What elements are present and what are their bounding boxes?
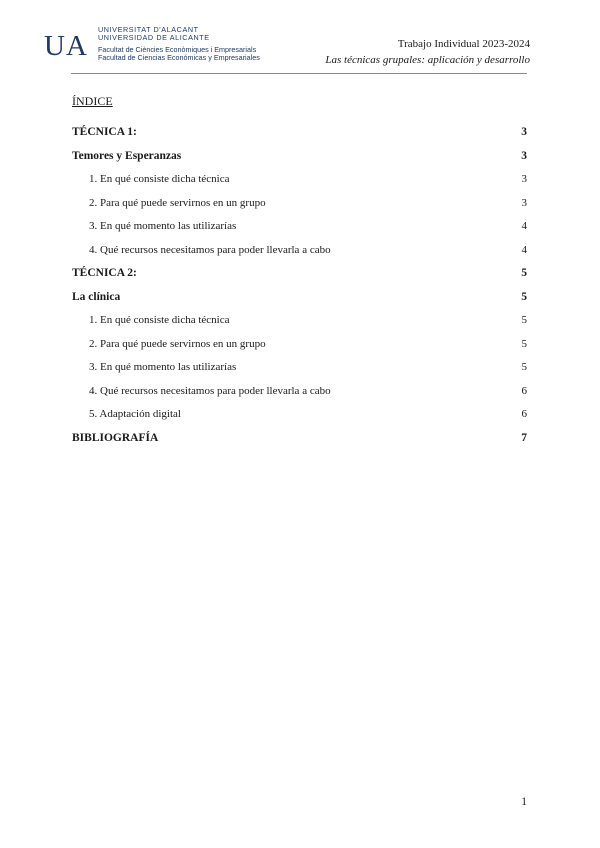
toc-entry-page: 6	[521, 408, 527, 420]
toc-entry-page: 3	[521, 126, 527, 138]
toc-entry-page: 5	[521, 290, 527, 303]
toc-entry[interactable]	[72, 217, 527, 241]
header-divider	[71, 73, 527, 74]
toc-entry-label: 5. Adaptación digital	[89, 408, 181, 420]
doc-subtitle: Las técnicas grupales: aplicación y desarrollo	[325, 54, 530, 66]
toc-entry[interactable]	[72, 405, 527, 429]
toc-entry[interactable]	[72, 264, 527, 288]
toc-entry[interactable]	[72, 147, 527, 171]
toc-entry[interactable]	[72, 358, 527, 382]
toc-entry[interactable]	[72, 335, 527, 359]
toc-entry-label: 2. Para qué puede servirnos en un grupo	[89, 337, 266, 350]
toc-entry[interactable]	[72, 382, 527, 406]
toc-entry-label: 1. En qué consiste dicha técnica	[89, 173, 230, 185]
university-logo-text	[98, 26, 260, 62]
page-number: 1	[521, 796, 527, 808]
toc-entry-page: 7	[521, 431, 527, 444]
toc-entry-page: 5	[521, 314, 527, 326]
toc-entry[interactable]	[72, 241, 527, 265]
toc-entry-label: 1. En qué consiste dicha técnica	[89, 314, 230, 326]
logo-line-2: UNIVERSIDAD DE ALICANTE	[98, 33, 210, 42]
toc-entry[interactable]	[72, 288, 527, 312]
toc-entry-page: 4	[521, 220, 527, 232]
logo-line-3: Facultat de Ciències Econòmiques i Empresarials	[98, 45, 257, 54]
toc-entry-page: 3	[521, 149, 527, 162]
toc-entry[interactable]	[72, 123, 527, 147]
toc-entry-label: BIBLIOGRAFÍA	[72, 431, 159, 444]
toc-entry[interactable]	[72, 170, 527, 194]
toc-entry[interactable]	[72, 311, 527, 335]
toc-title: ÍNDICE	[72, 94, 113, 108]
toc-entry-label: 2. Para qué puede servirnos en un grupo	[89, 196, 266, 209]
toc-entry-page: 5	[521, 337, 527, 350]
toc-entry-label: 3. En qué momento las utilizarías	[89, 220, 237, 232]
doc-title: Trabajo Individual 2023-2024	[397, 38, 530, 50]
toc-entry-page: 3	[521, 173, 527, 185]
toc-entry-label: 4. Qué recursos necesitamos para poder llevarla a cabo	[89, 384, 331, 397]
logo-line-4: Facultad de Ciencias Económicas y Empresariales	[98, 53, 260, 62]
toc-entry-label: TÉCNICA 2:	[72, 267, 137, 279]
toc-entry[interactable]	[72, 429, 527, 453]
toc-entry-page: 6	[521, 384, 527, 397]
page-header	[44, 26, 530, 74]
toc-entry-label: TÉCNICA 1:	[72, 126, 137, 138]
toc-entry-label: 3. En qué momento las utilizarías	[89, 361, 237, 373]
university-logo: UA	[44, 30, 88, 62]
logo-line-1: UNIVERSITAT D'ALACANT	[98, 25, 199, 34]
toc-entry-page: 5	[521, 361, 527, 373]
toc-entry-label: 4. Qué recursos necesitamos para poder llevarla a cabo	[89, 243, 331, 256]
toc-entry-page: 5	[521, 267, 527, 279]
toc-entry-label: Temores y Esperanzas	[72, 149, 182, 162]
table-of-contents	[72, 123, 527, 452]
toc-entry-page: 3	[521, 196, 527, 209]
header-doc-info	[325, 36, 530, 68]
toc-entry[interactable]	[72, 194, 527, 218]
toc-entry-label: La clínica	[72, 290, 121, 303]
toc-entry-page: 4	[521, 243, 527, 256]
